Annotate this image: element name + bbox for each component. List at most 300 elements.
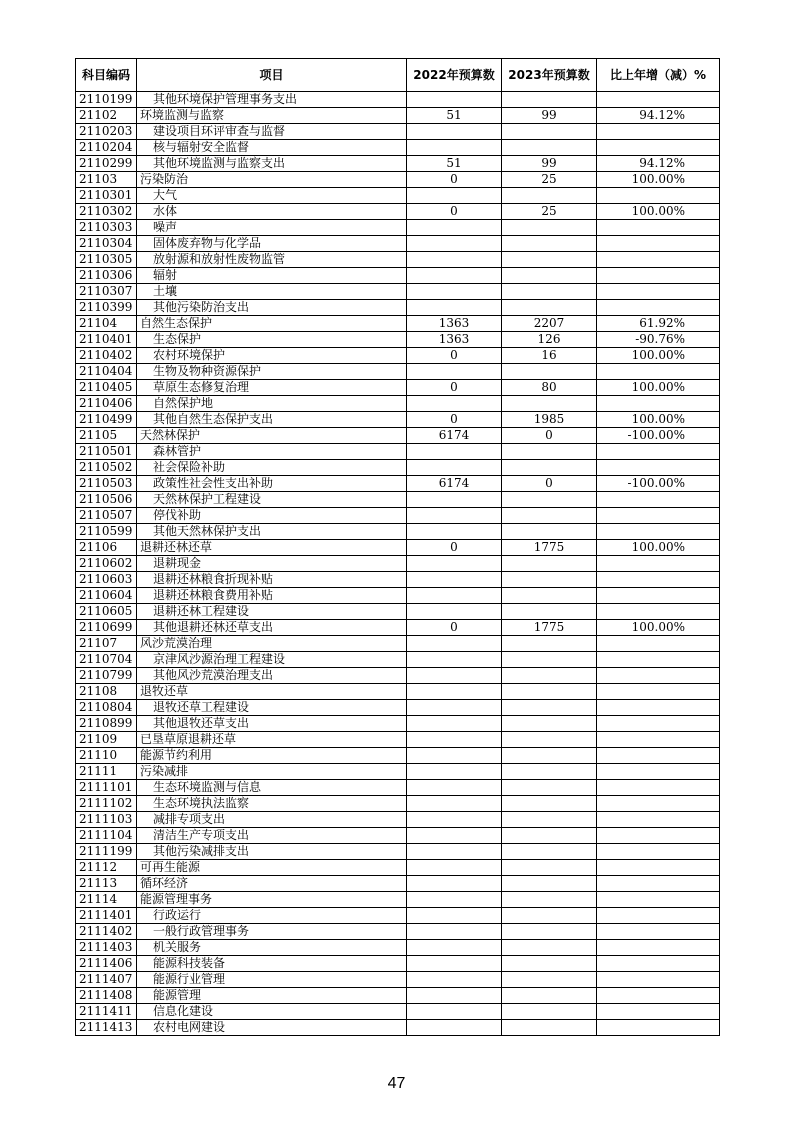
table-row <box>76 300 720 316</box>
change-percent-cell <box>597 1004 720 1020</box>
table-row <box>76 844 720 860</box>
budget-2023-cell <box>502 1020 597 1036</box>
budget-2023-cell <box>502 988 597 1004</box>
budget-2023-cell <box>502 732 597 748</box>
budget-2023-cell <box>502 604 597 620</box>
budget-2023-cell <box>502 220 597 236</box>
item-name-cell: 机关服务 <box>137 940 407 956</box>
budget-2022-cell <box>407 556 502 572</box>
item-name-cell: 森林管护 <box>137 444 407 460</box>
change-percent-cell <box>597 844 720 860</box>
budget-2022-cell <box>407 652 502 668</box>
code-cell: 2110605 <box>76 604 137 620</box>
change-percent-cell <box>597 300 720 316</box>
code-cell: 21108 <box>76 684 137 700</box>
budget-2022-cell <box>407 924 502 940</box>
budget-2023-cell <box>502 1004 597 1020</box>
change-percent-cell <box>597 812 720 828</box>
header-budget-2023: 2023年预算数 <box>502 59 597 92</box>
table-row <box>76 1020 720 1036</box>
budget-2022-cell <box>407 92 502 108</box>
budget-2023-cell <box>502 908 597 924</box>
item-name-cell: 政策性社会性支出补助 <box>137 476 407 492</box>
budget-2023-cell <box>502 892 597 908</box>
page-number: 47 <box>387 1075 406 1092</box>
table-row <box>76 124 720 140</box>
budget-2023-cell <box>502 668 597 684</box>
budget-2023-cell: 0 <box>502 476 597 492</box>
budget-2023-cell: 1775 <box>502 540 597 556</box>
table-row <box>76 780 720 796</box>
change-percent-cell <box>597 604 720 620</box>
table-row <box>76 476 720 492</box>
code-cell: 2110204 <box>76 140 137 156</box>
budget-2022-cell <box>407 876 502 892</box>
code-cell: 2111199 <box>76 844 137 860</box>
table-row <box>76 428 720 444</box>
change-percent-cell <box>597 252 720 268</box>
table-row <box>76 988 720 1004</box>
budget-2022-cell <box>407 684 502 700</box>
budget-2022-cell: 51 <box>407 156 502 172</box>
budget-2022-cell <box>407 364 502 380</box>
budget-2023-cell <box>502 844 597 860</box>
code-cell: 2110704 <box>76 652 137 668</box>
code-cell: 21111 <box>76 764 137 780</box>
budget-2023-cell: 1775 <box>502 620 597 636</box>
change-percent-cell <box>597 732 720 748</box>
budget-2023-cell <box>502 588 597 604</box>
code-cell: 2111403 <box>76 940 137 956</box>
budget-2022-cell: 6174 <box>407 476 502 492</box>
item-name-cell: 污染减排 <box>137 764 407 780</box>
budget-2023-cell: 126 <box>502 332 597 348</box>
budget-2023-cell <box>502 140 597 156</box>
header-change-percent: 比上年增（减）% <box>597 59 720 92</box>
budget-2023-cell <box>502 556 597 572</box>
table-row <box>76 764 720 780</box>
budget-2023-cell <box>502 524 597 540</box>
budget-2023-cell <box>502 956 597 972</box>
table-row <box>76 572 720 588</box>
table-row <box>76 540 720 556</box>
item-name-cell: 其他环境监测与监察支出 <box>137 156 407 172</box>
code-cell: 2110404 <box>76 364 137 380</box>
budget-2023-cell <box>502 188 597 204</box>
budget-2023-cell <box>502 716 597 732</box>
budget-2022-cell <box>407 396 502 412</box>
table-row <box>76 252 720 268</box>
budget-2023-cell: 2207 <box>502 316 597 332</box>
code-cell: 2110499 <box>76 412 137 428</box>
change-percent-cell <box>597 140 720 156</box>
budget-2022-cell <box>407 828 502 844</box>
item-name-cell: 水体 <box>137 204 407 220</box>
item-name-cell: 自然生态保护 <box>137 316 407 332</box>
item-name-cell: 能源节约利用 <box>137 748 407 764</box>
change-percent-cell <box>597 972 720 988</box>
budget-2022-cell <box>407 572 502 588</box>
code-cell: 21102 <box>76 108 137 124</box>
item-name-cell: 其他环境保护管理事务支出 <box>137 92 407 108</box>
budget-2022-cell <box>407 988 502 1004</box>
budget-2022-cell <box>407 124 502 140</box>
budget-2023-cell <box>502 572 597 588</box>
change-percent-cell <box>597 444 720 460</box>
change-percent-cell: -100.00% <box>597 476 720 492</box>
item-name-cell: 减排专项支出 <box>137 812 407 828</box>
change-percent-cell <box>597 668 720 684</box>
code-cell: 2110804 <box>76 700 137 716</box>
code-cell: 2110602 <box>76 556 137 572</box>
budget-2022-cell <box>407 444 502 460</box>
change-percent-cell <box>597 492 720 508</box>
budget-2023-cell: 99 <box>502 108 597 124</box>
change-percent-cell <box>597 652 720 668</box>
item-name-cell: 草原生态修复治理 <box>137 380 407 396</box>
table-row <box>76 156 720 172</box>
item-name-cell: 大气 <box>137 188 407 204</box>
item-name-cell: 退耕还林粮食费用补贴 <box>137 588 407 604</box>
budget-2022-cell <box>407 764 502 780</box>
budget-2022-cell <box>407 588 502 604</box>
change-percent-cell: 94.12% <box>597 156 720 172</box>
budget-2023-cell <box>502 876 597 892</box>
change-percent-cell <box>597 876 720 892</box>
item-name-cell: 一般行政管理事务 <box>137 924 407 940</box>
code-cell: 2111411 <box>76 1004 137 1020</box>
change-percent-cell <box>597 748 720 764</box>
table-header-row <box>76 59 720 92</box>
item-name-cell: 其他风沙荒漠治理支出 <box>137 668 407 684</box>
table-row <box>76 172 720 188</box>
item-name-cell: 风沙荒漠治理 <box>137 636 407 652</box>
table-row <box>76 636 720 652</box>
budget-2023-cell <box>502 828 597 844</box>
budget-2023-cell: 80 <box>502 380 597 396</box>
item-name-cell: 其他退耕还林还草支出 <box>137 620 407 636</box>
table-row <box>76 316 720 332</box>
change-percent-cell <box>597 684 720 700</box>
table-row <box>76 684 720 700</box>
code-cell: 21114 <box>76 892 137 908</box>
table-row <box>76 796 720 812</box>
item-name-cell: 生态环境监测与信息 <box>137 780 407 796</box>
budget-2022-cell <box>407 1004 502 1020</box>
budget-2022-cell <box>407 604 502 620</box>
change-percent-cell <box>597 364 720 380</box>
item-name-cell: 环境监测与监察 <box>137 108 407 124</box>
code-cell: 2110301 <box>76 188 137 204</box>
code-cell: 21107 <box>76 636 137 652</box>
item-name-cell: 其他自然生态保护支出 <box>137 412 407 428</box>
item-name-cell: 京津风沙源治理工程建设 <box>137 652 407 668</box>
budget-2022-cell: 0 <box>407 620 502 636</box>
item-name-cell: 行政运行 <box>137 908 407 924</box>
code-cell: 2110199 <box>76 92 137 108</box>
header-budget-2022: 2022年预算数 <box>407 59 502 92</box>
budget-2022-cell: 1363 <box>407 332 502 348</box>
table-row <box>76 364 720 380</box>
change-percent-cell: 61.92% <box>597 316 720 332</box>
item-name-cell: 退牧还草工程建设 <box>137 700 407 716</box>
table-row <box>76 956 720 972</box>
change-percent-cell <box>597 988 720 1004</box>
change-percent-cell <box>597 764 720 780</box>
code-cell: 2111103 <box>76 812 137 828</box>
change-percent-cell: -90.76% <box>597 332 720 348</box>
change-percent-cell <box>597 284 720 300</box>
change-percent-cell <box>597 924 720 940</box>
change-percent-cell <box>597 908 720 924</box>
item-name-cell: 退牧还草 <box>137 684 407 700</box>
header-subject-code: 科目编码 <box>76 59 137 92</box>
code-cell: 21112 <box>76 860 137 876</box>
budget-2022-cell <box>407 748 502 764</box>
item-name-cell: 退耕还林工程建设 <box>137 604 407 620</box>
budget-2023-cell: 16 <box>502 348 597 364</box>
budget-2022-cell <box>407 636 502 652</box>
code-cell: 2110599 <box>76 524 137 540</box>
header-item: 项目 <box>137 59 407 92</box>
change-percent-cell: 100.00% <box>597 348 720 364</box>
budget-2022-cell: 51 <box>407 108 502 124</box>
code-cell: 2110306 <box>76 268 137 284</box>
table-row <box>76 620 720 636</box>
table-row <box>76 140 720 156</box>
code-cell: 2110899 <box>76 716 137 732</box>
budget-2023-cell <box>502 300 597 316</box>
table-row <box>76 732 720 748</box>
budget-2023-cell <box>502 236 597 252</box>
table-row <box>76 652 720 668</box>
budget-2022-cell <box>407 524 502 540</box>
item-name-cell: 辐射 <box>137 268 407 284</box>
item-name-cell: 土壤 <box>137 284 407 300</box>
code-cell: 2111101 <box>76 780 137 796</box>
code-cell: 2111104 <box>76 828 137 844</box>
budget-2023-cell <box>502 268 597 284</box>
budget-2022-cell <box>407 300 502 316</box>
code-cell: 2110302 <box>76 204 137 220</box>
code-cell: 21104 <box>76 316 137 332</box>
budget-2023-cell <box>502 636 597 652</box>
code-cell: 2110699 <box>76 620 137 636</box>
change-percent-cell: 100.00% <box>597 380 720 396</box>
budget-2022-cell: 0 <box>407 412 502 428</box>
item-name-cell: 自然保护地 <box>137 396 407 412</box>
budget-2023-cell <box>502 972 597 988</box>
budget-2022-cell <box>407 796 502 812</box>
budget-2022-cell <box>407 668 502 684</box>
budget-2022-cell <box>407 716 502 732</box>
code-cell: 2110401 <box>76 332 137 348</box>
code-cell: 2111102 <box>76 796 137 812</box>
item-name-cell: 已垦草原退耕还草 <box>137 732 407 748</box>
table-row <box>76 444 720 460</box>
budget-2023-cell <box>502 860 597 876</box>
budget-2023-cell <box>502 92 597 108</box>
budget-2023-cell: 0 <box>502 428 597 444</box>
code-cell: 2110507 <box>76 508 137 524</box>
code-cell: 2110203 <box>76 124 137 140</box>
table-row <box>76 108 720 124</box>
code-cell: 2110305 <box>76 252 137 268</box>
table-row <box>76 268 720 284</box>
budget-2022-cell <box>407 972 502 988</box>
budget-2023-cell <box>502 364 597 380</box>
item-name-cell: 其他污染减排支出 <box>137 844 407 860</box>
budget-2022-cell <box>407 780 502 796</box>
change-percent-cell <box>597 940 720 956</box>
code-cell: 21105 <box>76 428 137 444</box>
budget-2023-cell <box>502 124 597 140</box>
budget-2022-cell <box>407 860 502 876</box>
table-row <box>76 412 720 428</box>
item-name-cell: 退耕还林还草 <box>137 540 407 556</box>
item-name-cell: 农村电网建设 <box>137 1020 407 1036</box>
change-percent-cell: -100.00% <box>597 428 720 444</box>
code-cell: 2111407 <box>76 972 137 988</box>
budget-2023-cell <box>502 492 597 508</box>
budget-2022-cell: 1363 <box>407 316 502 332</box>
item-name-cell: 循环经济 <box>137 876 407 892</box>
item-name-cell: 核与辐射安全监督 <box>137 140 407 156</box>
change-percent-cell <box>597 860 720 876</box>
table-row <box>76 492 720 508</box>
change-percent-cell <box>597 588 720 604</box>
code-cell: 2110299 <box>76 156 137 172</box>
budget-2022-cell <box>407 1020 502 1036</box>
table-row <box>76 828 720 844</box>
table-row <box>76 220 720 236</box>
table-row <box>76 924 720 940</box>
code-cell: 2110604 <box>76 588 137 604</box>
table-row <box>76 892 720 908</box>
table-row <box>76 332 720 348</box>
item-name-cell: 退耕还林粮食折现补贴 <box>137 572 407 588</box>
budget-2023-cell <box>502 700 597 716</box>
change-percent-cell: 100.00% <box>597 412 720 428</box>
item-name-cell: 其他天然林保护支出 <box>137 524 407 540</box>
budget-2022-cell <box>407 732 502 748</box>
code-cell: 2111413 <box>76 1020 137 1036</box>
change-percent-cell <box>597 700 720 716</box>
budget-2023-cell <box>502 812 597 828</box>
budget-2023-cell <box>502 748 597 764</box>
item-name-cell: 农村环境保护 <box>137 348 407 364</box>
code-cell: 2110603 <box>76 572 137 588</box>
item-name-cell: 其他退牧还草支出 <box>137 716 407 732</box>
item-name-cell: 退耕现金 <box>137 556 407 572</box>
item-name-cell: 放射源和放射性废物监管 <box>137 252 407 268</box>
budget-2023-cell <box>502 940 597 956</box>
budget-2023-cell <box>502 444 597 460</box>
table-row <box>76 748 720 764</box>
code-cell: 2110307 <box>76 284 137 300</box>
item-name-cell: 噪声 <box>137 220 407 236</box>
table-row <box>76 460 720 476</box>
item-name-cell: 生态环境执法监察 <box>137 796 407 812</box>
change-percent-cell <box>597 636 720 652</box>
table-row <box>76 1004 720 1020</box>
change-percent-cell <box>597 124 720 140</box>
table-row <box>76 908 720 924</box>
code-cell: 2110503 <box>76 476 137 492</box>
budget-2022-cell <box>407 844 502 860</box>
item-name-cell: 能源管理事务 <box>137 892 407 908</box>
item-name-cell: 污染防治 <box>137 172 407 188</box>
item-name-cell: 建设项目环评审查与监督 <box>137 124 407 140</box>
budget-2023-cell <box>502 780 597 796</box>
budget-2023-cell: 25 <box>502 172 597 188</box>
budget-2022-cell <box>407 220 502 236</box>
change-percent-cell <box>597 236 720 252</box>
code-cell: 21109 <box>76 732 137 748</box>
budget-2023-cell <box>502 396 597 412</box>
item-name-cell: 能源管理 <box>137 988 407 1004</box>
code-cell: 2111401 <box>76 908 137 924</box>
budget-2023-cell <box>502 924 597 940</box>
budget-2022-cell <box>407 284 502 300</box>
change-percent-cell <box>597 892 720 908</box>
table-row <box>76 716 720 732</box>
table-row <box>76 236 720 252</box>
budget-2023-cell: 25 <box>502 204 597 220</box>
budget-2022-cell: 6174 <box>407 428 502 444</box>
table-row <box>76 876 720 892</box>
item-name-cell: 停伐补助 <box>137 508 407 524</box>
change-percent-cell <box>597 508 720 524</box>
item-name-cell: 生态保护 <box>137 332 407 348</box>
budget-2023-cell <box>502 764 597 780</box>
table-row <box>76 972 720 988</box>
change-percent-cell <box>597 268 720 284</box>
change-percent-cell <box>597 716 720 732</box>
item-name-cell: 社会保险补助 <box>137 460 407 476</box>
change-percent-cell <box>597 188 720 204</box>
budget-2023-cell <box>502 252 597 268</box>
budget-2023-cell: 99 <box>502 156 597 172</box>
budget-2023-cell: 1985 <box>502 412 597 428</box>
budget-2022-cell <box>407 268 502 284</box>
code-cell: 2111402 <box>76 924 137 940</box>
item-name-cell: 能源科技装备 <box>137 956 407 972</box>
table-row <box>76 700 720 716</box>
table-row <box>76 668 720 684</box>
budget-2022-cell <box>407 892 502 908</box>
budget-2022-cell: 0 <box>407 540 502 556</box>
item-name-cell: 能源行业管理 <box>137 972 407 988</box>
change-percent-cell <box>597 396 720 412</box>
change-percent-cell <box>597 460 720 476</box>
change-percent-cell <box>597 92 720 108</box>
budget-2022-cell: 0 <box>407 172 502 188</box>
change-percent-cell: 100.00% <box>597 540 720 556</box>
code-cell: 21110 <box>76 748 137 764</box>
code-cell: 2110303 <box>76 220 137 236</box>
code-cell: 2110304 <box>76 236 137 252</box>
table-row <box>76 508 720 524</box>
budget-2022-cell <box>407 492 502 508</box>
item-name-cell: 信息化建设 <box>137 1004 407 1020</box>
code-cell: 2110501 <box>76 444 137 460</box>
table-row <box>76 284 720 300</box>
budget-2023-cell <box>502 796 597 812</box>
table-row <box>76 380 720 396</box>
budget-2022-cell <box>407 812 502 828</box>
table-row <box>76 92 720 108</box>
